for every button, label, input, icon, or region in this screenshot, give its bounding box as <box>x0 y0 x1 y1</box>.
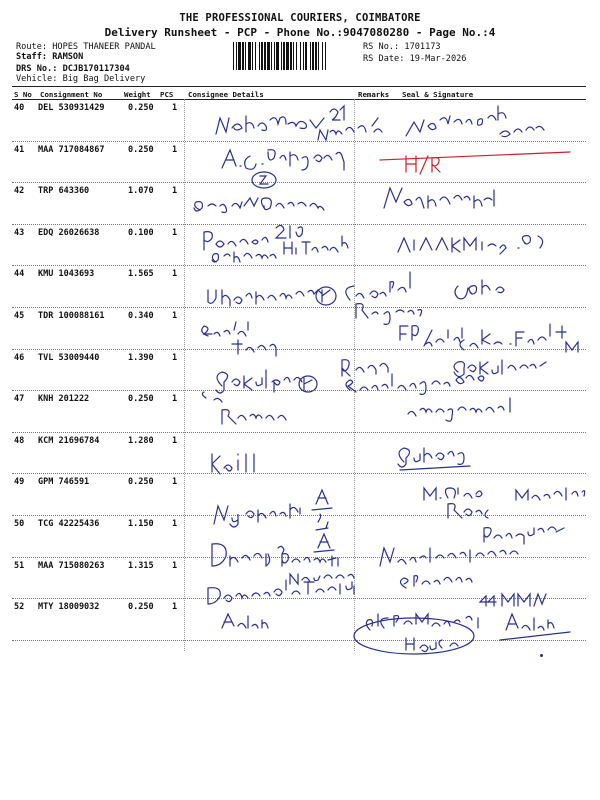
row-pcs: 1 <box>172 394 178 405</box>
row-consignment: GPM 746591 <box>38 477 90 488</box>
table-row-divider <box>12 307 586 308</box>
barcode-bar <box>259 42 260 70</box>
row-consignment: KMU 1043693 <box>38 269 95 280</box>
row-consignment: MTY 18009032 <box>38 602 100 613</box>
row-pcs: 1 <box>172 311 178 321</box>
vehicle-label: Vehicle: Big Bag Delivery <box>16 74 146 84</box>
row-consignment: TRP 643360 <box>38 186 90 197</box>
row-sno: 51 <box>14 560 25 571</box>
rs-date: RS Date: 19-Mar-2026 <box>363 54 467 64</box>
company-title: THE PROFESSIONAL COURIERS, COIMBATORE <box>179 12 421 24</box>
header-rule-top <box>12 86 586 87</box>
row-consignment: TCG 42225436 <box>38 519 100 529</box>
row-consignment: MAA 715080263 <box>38 560 105 571</box>
table-row-divider <box>12 224 586 225</box>
barcode-bar <box>236 42 237 70</box>
row-consignment: TVL 53009440 <box>38 352 100 363</box>
row-sno: 44 <box>14 269 25 280</box>
col-pcs: PCS <box>160 90 174 99</box>
table-row-divider <box>12 265 586 266</box>
row-sno: 41 <box>14 144 25 155</box>
barcode-bar <box>296 42 297 70</box>
barcode-bar <box>315 42 317 70</box>
barcode-bar <box>281 42 282 70</box>
row-sno: 50 <box>14 519 25 529</box>
table-row-divider <box>12 640 586 641</box>
col-weight: Weight <box>124 90 151 99</box>
barcode-bar <box>233 42 234 70</box>
barcode-bar <box>322 42 323 70</box>
ink-dot <box>540 654 543 657</box>
barcode-bar <box>312 42 314 70</box>
barcode-bar <box>286 42 289 70</box>
barcode-bar <box>318 42 319 70</box>
row-weight: 1.565 <box>128 269 154 280</box>
row-weight: 0.250 <box>128 103 154 113</box>
row-consignment: MAA 717084867 <box>38 144 105 155</box>
row-weight: 1.315 <box>128 560 154 571</box>
row-sno: 49 <box>14 477 25 488</box>
table-row-divider <box>12 141 586 142</box>
table-row-divider <box>12 432 586 433</box>
route-label: Route: HOPES THANEER PANDAL <box>16 42 156 52</box>
table-row-divider <box>12 182 586 183</box>
row-weight: 0.250 <box>128 602 154 613</box>
row-pcs: 1 <box>172 519 178 529</box>
barcode-bar <box>271 42 272 70</box>
barcode-bar <box>290 42 292 70</box>
barcode-bar <box>276 42 279 70</box>
row-weight: 0.100 <box>128 227 154 238</box>
row-sno: 48 <box>14 435 25 446</box>
barcode-bar <box>305 42 307 70</box>
barcode-bar <box>245 42 246 70</box>
row-weight: 1.390 <box>128 352 154 363</box>
barcode-bar <box>261 42 263 70</box>
row-weight: 0.340 <box>128 311 154 321</box>
header-rule-bottom <box>12 99 586 100</box>
row-pcs: 1 <box>172 602 178 613</box>
staff-label: Staff: RAMSON <box>16 52 84 62</box>
barcode-image <box>232 42 358 70</box>
row-pcs: 1 <box>172 144 178 155</box>
row-sno: 40 <box>14 103 25 113</box>
barcode-bar <box>310 42 311 70</box>
row-pcs: 1 <box>172 269 178 280</box>
barcode-bar <box>267 42 270 70</box>
row-pcs: 1 <box>172 435 178 446</box>
row-consignment: TDR 100088161 <box>38 311 105 321</box>
row-sno: 52 <box>14 602 25 613</box>
row-sno: 46 <box>14 352 25 363</box>
barcode-bar <box>255 42 256 70</box>
row-weight: 0.250 <box>128 144 154 155</box>
row-sno: 42 <box>14 186 25 197</box>
row-consignment: KCM 21696784 <box>38 435 100 446</box>
row-pcs: 1 <box>172 103 178 113</box>
barcode-bar <box>303 42 304 70</box>
barcode-bar <box>293 42 294 70</box>
row-pcs: 1 <box>172 186 178 197</box>
row-sno: 45 <box>14 311 25 321</box>
runsheet-title: Delivery Runsheet - PCP - Phone No.:9047080280 - Page No.:4 <box>104 26 496 39</box>
row-weight: 1.280 <box>128 435 154 446</box>
table-row-divider <box>12 557 586 558</box>
row-consignment: KNH 201222 <box>38 394 90 405</box>
row-weight: 0.250 <box>128 394 154 405</box>
barcode-bar <box>238 42 241 70</box>
row-consignment: EDQ 26026638 <box>38 227 100 238</box>
table-row-divider <box>12 598 586 599</box>
row-pcs: 1 <box>172 227 178 238</box>
barcode-bar <box>252 42 253 70</box>
barcode-bar <box>248 42 251 70</box>
row-weight: 1.070 <box>128 186 154 197</box>
col-consignment: Consignment No <box>40 90 103 99</box>
barcode-bar <box>300 42 301 70</box>
col-consignee: Consignee Details <box>188 90 264 99</box>
barcode-bar <box>325 42 326 70</box>
row-pcs: 1 <box>172 560 178 571</box>
row-sno: 43 <box>14 227 25 238</box>
barcode-bar <box>274 42 275 70</box>
rs-number: RS No.: 1701173 <box>363 42 441 52</box>
barcode-bar <box>283 42 285 70</box>
table-row-divider <box>12 390 586 391</box>
col-remarks: Remarks <box>358 90 390 99</box>
row-weight: 1.150 <box>128 519 154 529</box>
row-consignment: DEL 530931429 <box>38 103 105 113</box>
table-row-divider <box>12 515 586 516</box>
table-row-divider <box>12 473 586 474</box>
table-row-divider <box>12 349 586 350</box>
col-seal: Seal & Signature <box>402 90 474 99</box>
col-sno: S No <box>14 90 32 99</box>
row-pcs: 1 <box>172 477 178 488</box>
row-sno: 47 <box>14 394 25 405</box>
barcode-bar <box>264 42 266 70</box>
row-weight: 0.250 <box>128 477 154 488</box>
barcode-bar <box>242 42 244 70</box>
row-pcs: 1 <box>172 352 178 363</box>
drs-label: DRS No.: DCJB170117304 <box>16 64 130 74</box>
